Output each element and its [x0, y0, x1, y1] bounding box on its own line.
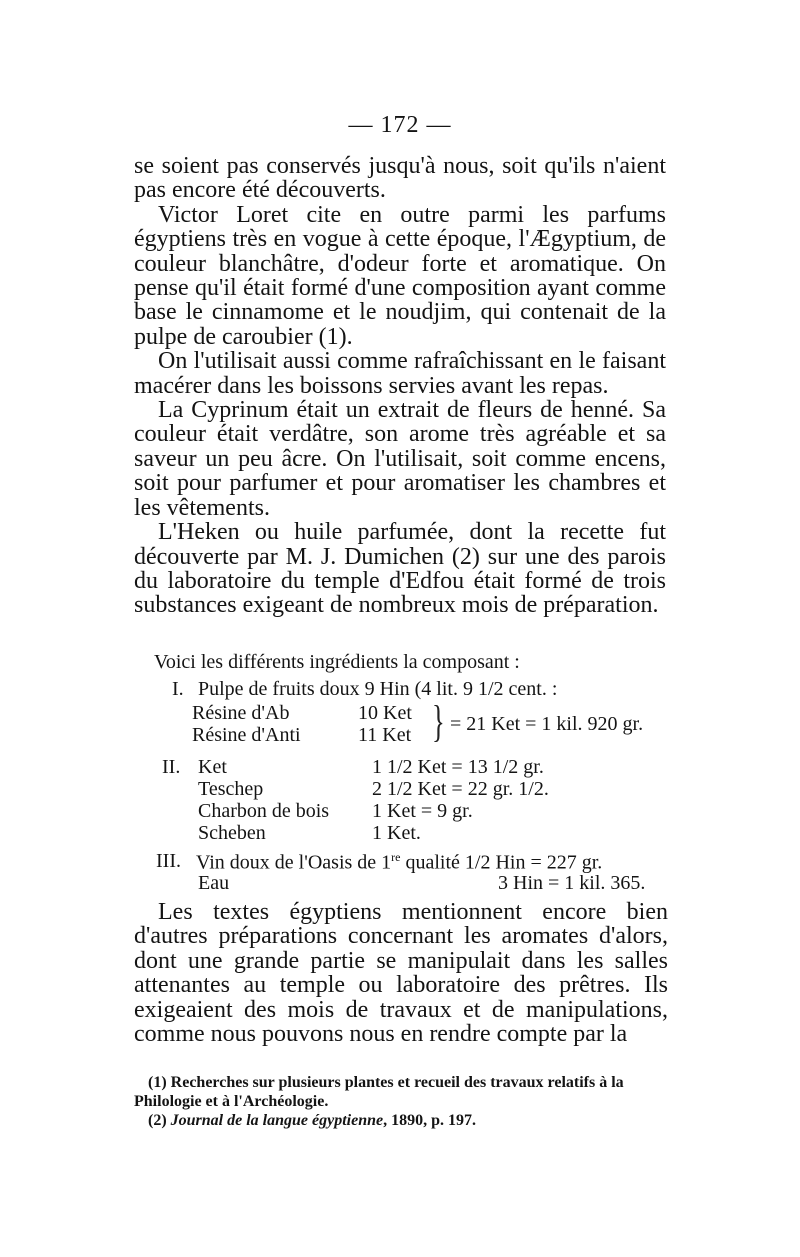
page-number: — 172 — — [348, 112, 452, 138]
ingredient-qty: 2 1/2 Ket = 22 gr. 1/2. — [372, 778, 549, 800]
footnote-2-title: Journal de la langue égyptienne — [170, 1112, 384, 1129]
paragraph-continuation: se soient pas conservés jusqu'à nous, soit qu'ils n'aient pas encore été découverts. — [134, 153, 666, 204]
ingredient-name: Ket — [198, 756, 227, 778]
paragraph-closing: Les textes égyptiens mentionnent encore bien d'autres préparations concernant les aromates d'alors, dont une grande partie se manipulait dans les salles attenantes au temple ou laboratoire des prêtres. Ils exigeaient des mois de travaux et de manipulations, comme nous pouvons nous en rendre compte par la — [134, 899, 668, 1048]
footnotes — [134, 1073, 678, 1130]
ingredient-name: Scheben — [198, 822, 266, 844]
ingredient-qty: 11 Ket — [358, 724, 412, 746]
footnote-1: (1) Recherches sur plusieurs plantes et recueil des travaux relatifs à la Philologie et à l'Archéologie. — [134, 1074, 624, 1110]
numeral: III. — [156, 850, 181, 872]
ingredient-qty: 1 Ket. — [372, 822, 421, 844]
line-text: qualité 1/2 Hin = 227 gr. — [400, 851, 603, 874]
superscript: re — [391, 850, 401, 864]
line-text: Vin doux de l'Oasis de 1 — [196, 851, 392, 874]
ingredient-name: Teschep — [198, 778, 264, 800]
footnote-2-rest: , 1890, p. 197. — [383, 1112, 477, 1129]
numeral: I. — [172, 678, 184, 700]
ingredient-qty: 3 Hin = 1 kil. 365. — [498, 872, 646, 894]
paragraph-aegyptium: Victor Loret cite en outre parmi les parfums égyptiens très en vogue à cette époque, l'Ægyptium, de couleur blanchâtre, d'odeur forte et aromatique. On pense qu'il était formé d'une composition ayant comme base le cinnamome et le noudjim, qui contenait de la pulpe de caroubier (1). — [134, 201, 666, 350]
main-text — [134, 154, 666, 618]
closing-text — [134, 900, 668, 1046]
recipe-line — [196, 850, 602, 875]
ingredient-qty: 1 1/2 Ket = 13 1/2 gr. — [372, 756, 544, 778]
paragraph-heken: L'Heken ou huile parfumée, dont la recette fut découverte par M. J. Dumichen (2) sur une des parois du laboratoire du temple d'Edfou était formé de trois substances exigeant de nombreux mois de préparation. — [134, 519, 666, 619]
ingredient-name: Eau — [198, 872, 230, 894]
recipe-intro: Voici les différents ingrédients la composant : — [154, 651, 520, 673]
ingredient-qty: 1 Ket = 9 gr. — [372, 800, 473, 822]
recipe-line: Pulpe de fruits doux 9 Hin (4 lit. 9 1/2 cent. : — [198, 678, 558, 700]
ingredient-qty: 10 Ket — [358, 702, 412, 724]
paragraph-cyprinum: La Cyprinum était un extrait de fleurs de henné. Sa couleur était verdâtre, son arome très agréable et sa saveur un peu âcre. On l'utilisait, soit comme encens, soit pour parfumer et pour aromatiser les chambres et les vêtements. — [134, 397, 666, 521]
footnote-2-number: (2) — [148, 1112, 171, 1129]
ingredient-name: Résine d'Anti — [192, 724, 301, 746]
ingredient-name: Résine d'Ab — [192, 702, 290, 724]
numeral: II. — [162, 756, 181, 778]
total-value: = 21 Ket = 1 kil. 920 gr. — [450, 713, 644, 735]
footnote-2 — [134, 1111, 678, 1130]
ingredient-name: Charbon de bois — [198, 800, 330, 822]
paragraph-refreshing: On l'utilisait aussi comme rafraîchissant en le faisant macérer dans les boissons servies avant les repas. — [134, 348, 666, 399]
brace-icon: } — [432, 697, 445, 746]
